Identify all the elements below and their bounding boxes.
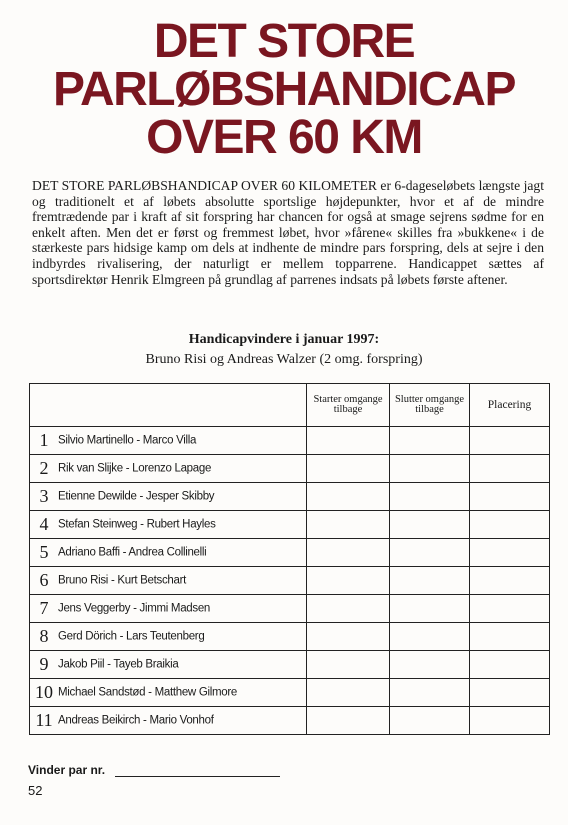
title-line-3: OVER 60 KM — [146, 111, 422, 164]
start-laps-cell[interactable] — [307, 679, 390, 707]
pair-number: 5 — [39, 542, 49, 562]
finish-laps-header: Slutter omgange tilbage — [390, 384, 470, 427]
pair-number: 10 — [35, 682, 53, 702]
table-row — [30, 511, 550, 539]
start-laps-cell[interactable] — [307, 455, 390, 483]
results-table — [29, 383, 550, 735]
finish-laps-cell[interactable] — [390, 511, 470, 539]
finish-laps-cell[interactable] — [390, 623, 470, 651]
pair-cell — [30, 511, 307, 539]
table-row — [30, 651, 550, 679]
pair-names: Silvio Martinello - Marco Villa — [58, 434, 197, 447]
placement-cell[interactable] — [470, 455, 550, 483]
pair-number: 8 — [39, 626, 49, 646]
pair-cell — [30, 567, 307, 595]
start-laps-cell[interactable] — [307, 707, 390, 735]
start-laps-cell[interactable] — [307, 511, 390, 539]
pair-names: Stefan Steinweg - Rubert Hayles — [58, 518, 216, 531]
pair-names: Jakob Piil - Tayeb Braikia — [58, 658, 179, 671]
pair-names: Bruno Risi - Kurt Betschart — [58, 574, 187, 587]
table-row — [30, 679, 550, 707]
start-laps-cell[interactable] — [307, 595, 390, 623]
placement-cell[interactable] — [470, 483, 550, 511]
pair-cell — [30, 595, 307, 623]
start-laps-cell[interactable] — [307, 539, 390, 567]
start-laps-header: Starter omgange tilbage — [307, 384, 390, 427]
start-laps-cell[interactable] — [307, 623, 390, 651]
pair-cell — [30, 707, 307, 735]
placement-cell[interactable] — [470, 567, 550, 595]
pair-names: Rik van Slijke - Lorenzo Lapage — [58, 462, 212, 475]
start-laps-cell[interactable] — [307, 427, 390, 455]
placement-cell[interactable] — [470, 651, 550, 679]
start-laps-cell[interactable] — [307, 651, 390, 679]
pair-number: 1 — [39, 430, 49, 450]
table-header-row — [30, 384, 550, 427]
table-row — [30, 483, 550, 511]
finish-laps-cell[interactable] — [390, 679, 470, 707]
pair-number: 7 — [39, 598, 49, 618]
finish-laps-cell[interactable] — [390, 707, 470, 735]
finish-laps-cell[interactable] — [390, 651, 470, 679]
finish-laps-cell[interactable] — [390, 483, 470, 511]
start-laps-cell[interactable] — [307, 483, 390, 511]
pair-cell — [30, 679, 307, 707]
placement-cell[interactable] — [470, 511, 550, 539]
table-row — [30, 539, 550, 567]
page-title — [0, 15, 568, 164]
placement-header: Placering — [470, 384, 550, 427]
winner-pair-label: Vinder par nr. — [28, 763, 106, 777]
pair-cell — [30, 455, 307, 483]
finish-laps-cell[interactable] — [390, 595, 470, 623]
pair-number: 2 — [39, 458, 49, 478]
pair-number: 11 — [35, 710, 53, 730]
pair-names: Andreas Beikirch - Mario Vonhof — [58, 714, 214, 727]
winner-pair-input-line[interactable] — [115, 776, 280, 777]
pair-names: Adriano Baffi - Andrea Collinelli — [58, 546, 207, 559]
pair-number: 6 — [39, 570, 49, 590]
placement-cell[interactable] — [470, 595, 550, 623]
finish-laps-cell[interactable] — [390, 539, 470, 567]
table-row — [30, 427, 550, 455]
table-row — [30, 707, 550, 735]
title-line-2: PARLØBSHANDICAP — [53, 63, 515, 116]
page-number: 52 — [28, 783, 43, 798]
pair-names: Etienne Dewilde - Jesper Skibby — [58, 490, 215, 503]
placement-cell[interactable] — [470, 623, 550, 651]
pair-cell — [30, 651, 307, 679]
pair-header — [30, 384, 307, 427]
pair-cell — [30, 539, 307, 567]
placement-cell[interactable] — [470, 539, 550, 567]
intro-paragraph: DET STORE PARLØBSHANDICAP OVER 60 KILOMETER er 6-dageseløbets længste jagt og traditionelt et af løbets absolutte sportslige højdepunkter, hvor et af de mindre fremtrædende par i kraft af sit forspring har chancen for også at smage sejrens sødme for en enkelt aften. Men det er først og fremmest løbet, hvor »fårene« skilles fra »bukkene« i de stærkeste pars hidsige kamp om dels at indhente de mindre pars forspring, dels at sejre i den indbyrdes rivalisering, der naturligt er mellem topparrene. Handicappet sættes af sportsdirektør Henrik Elmgreen på grundlag af parrenes indsats på løbets første aftener. — [32, 178, 544, 287]
finish-laps-cell[interactable] — [390, 455, 470, 483]
pair-number: 9 — [39, 654, 49, 674]
finish-laps-cell[interactable] — [390, 567, 470, 595]
placement-cell[interactable] — [470, 679, 550, 707]
pair-number: 3 — [39, 486, 49, 506]
handicap-winners: Bruno Risi og Andreas Walzer (2 omg. forspring) — [145, 352, 423, 367]
table-row — [30, 595, 550, 623]
table-row — [30, 567, 550, 595]
title-line-1: DET STORE — [153, 15, 415, 68]
finish-laps-cell[interactable] — [390, 427, 470, 455]
pair-names: Michael Sandstød - Matthew Gilmore — [58, 686, 237, 699]
handicap-heading: Handicapvindere i januar 1997: — [188, 332, 380, 347]
pair-cell — [30, 427, 307, 455]
start-laps-cell[interactable] — [307, 567, 390, 595]
pair-cell — [30, 483, 307, 511]
table-row — [30, 623, 550, 651]
placement-cell[interactable] — [470, 707, 550, 735]
pair-names: Jens Veggerby - Jimmi Madsen — [58, 602, 211, 615]
pair-number: 4 — [39, 514, 49, 534]
table-row — [30, 455, 550, 483]
pair-cell — [30, 623, 307, 651]
pair-names: Gerd Dörich - Lars Teutenberg — [58, 630, 205, 643]
placement-cell[interactable] — [470, 427, 550, 455]
